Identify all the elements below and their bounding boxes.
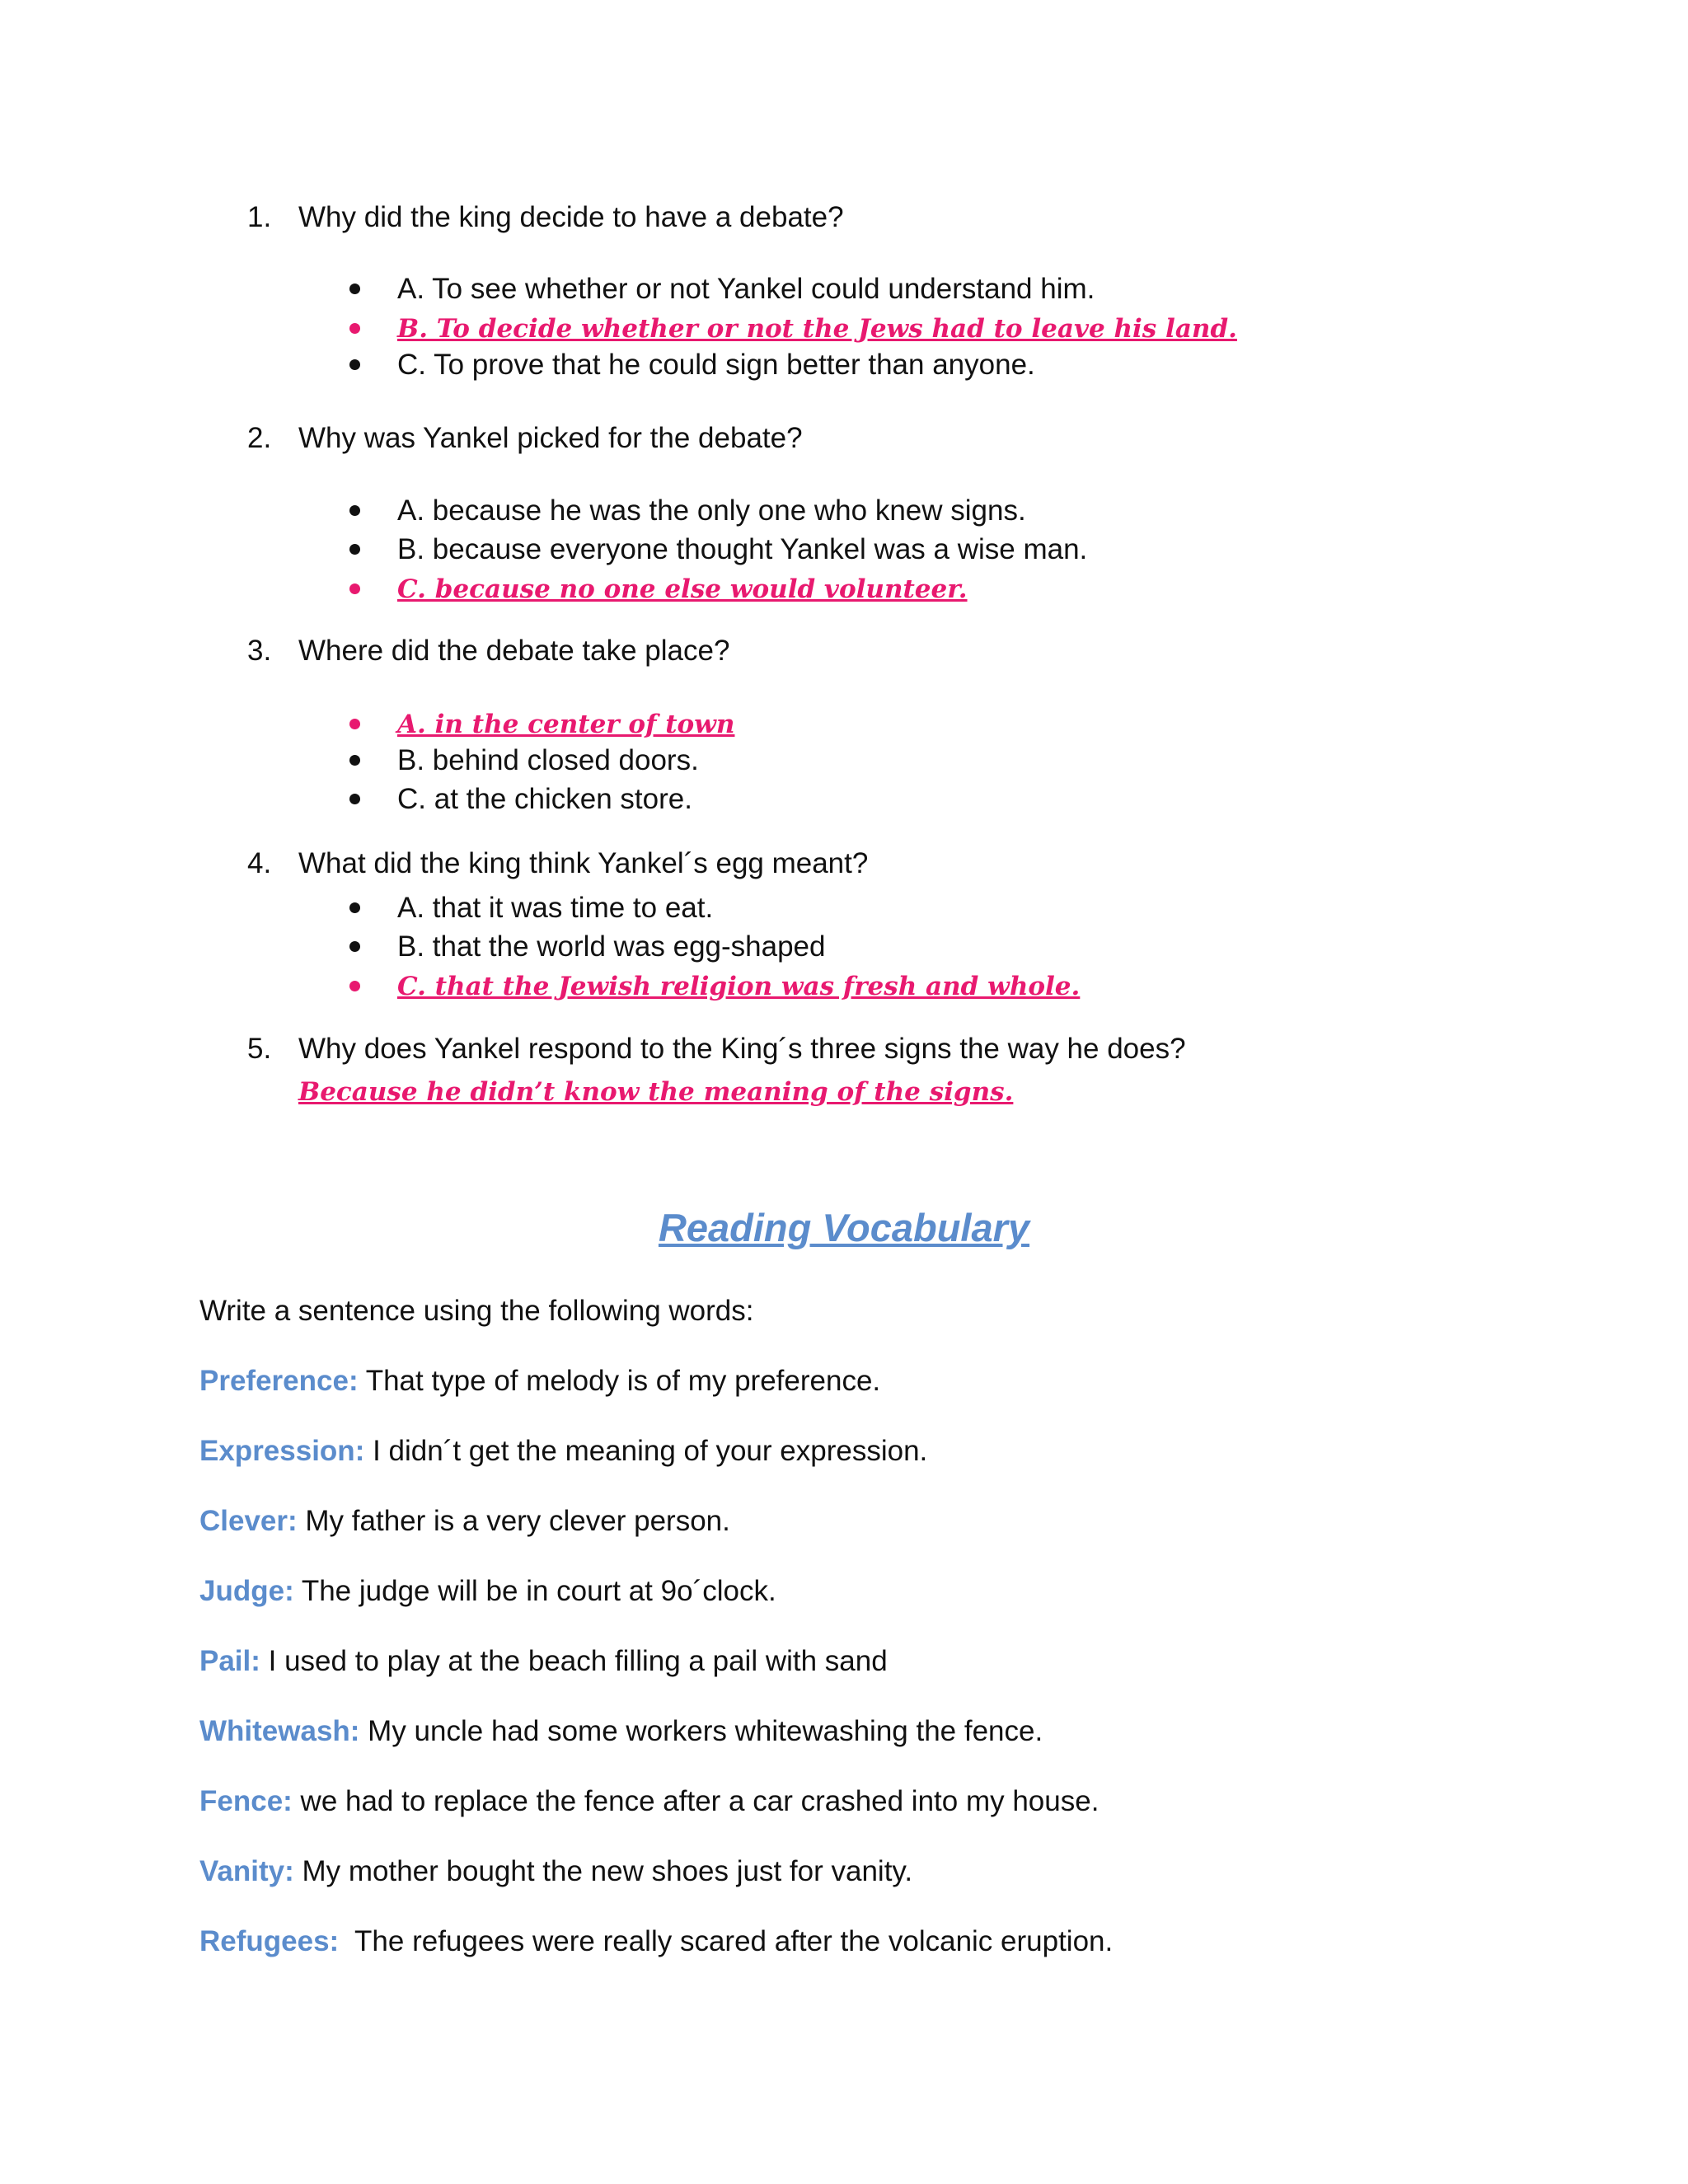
question-text: Why was Yankel picked for the debate? [298,422,803,454]
vocab-section-title: Reading Vocabulary [658,1206,1030,1249]
question-number: 3. [247,635,272,667]
option-text: C. at the chicken store. [397,783,692,815]
option-text: B. because everyone thought Yankel was a wise man. [397,533,1088,565]
vocab-word: Refugees: [199,1925,340,1957]
bullet-icon [349,981,360,991]
option-text: A. because he was the only one who knew signs. [397,494,1026,527]
vocab-entry-vanity [199,1854,912,1890]
question-text: Why does Yankel respond to the King´s three signs the way he does? [298,1033,1186,1065]
vocab-sentence: The judge will be in court at 9o´clock. [293,1575,776,1607]
question-text: Where did the debate take place? [298,635,730,667]
vocab-sentence: That type of melody is of my preference. [358,1365,881,1397]
option-text: A. To see whether or not Yankel could understand him. [397,273,1095,305]
vocab-word: Clever: [199,1505,298,1537]
vocab-sentence: My mother bought the new shoes just for vanity. [293,1855,913,1887]
vocab-entry-preference [199,1363,880,1399]
vocab-word: Vanity: [199,1855,294,1887]
vocab-instruction: Write a sentence using the following words: [199,1295,754,1327]
option-text: C. that the Jewish religion was fresh and whole. [397,972,1081,1001]
option-text: B. behind closed doors. [397,744,699,776]
question-number: 4. [247,847,272,879]
option-text: A. in the center of town [397,710,735,739]
vocab-entry-fence [199,1783,1099,1820]
option-text: B. To decide whether or not the Jews had to leave his land. [397,314,1237,344]
bullet-icon [349,755,360,766]
q5-answer: Because he didn’t know the meaning of the signs. [298,1077,1014,1107]
option-text: B. that the world was egg-shaped [397,930,826,963]
vocab-sentence: we had to replace the fence after a car crashed into my house. [292,1785,1100,1817]
vocab-sentence: The refugees were really scared after the volcanic eruption. [339,1925,1114,1957]
bullet-icon [349,719,360,729]
vocab-entry-whitewash [199,1713,1043,1750]
bullet-icon [349,323,360,334]
vocab-word: Judge: [199,1575,294,1607]
vocab-word: Whitewash: [199,1715,360,1747]
option-text: A. that it was time to eat. [397,892,714,924]
vocab-entry-judge [199,1573,776,1610]
vocab-sentence: My uncle had some workers whitewashing the fence. [359,1715,1043,1747]
question-text: What did the king think Yankel´s egg meant? [298,847,869,879]
vocab-entry-expression [199,1433,927,1469]
bullet-icon [349,794,360,804]
vocab-word: Preference: [199,1365,359,1397]
question-number: 1. [247,201,272,233]
question-text: Why did the king decide to have a debate? [298,201,844,233]
bullet-icon [349,902,360,913]
vocab-entry-refugees [199,1924,1113,1960]
bullet-icon [349,284,360,294]
question-number: 5. [247,1033,272,1065]
vocab-word: Expression: [199,1435,365,1467]
vocab-sentence: I used to play at the beach filling a pail with sand [260,1645,888,1677]
vocab-word: Fence: [199,1785,293,1817]
vocab-sentence: I didn´t get the meaning of your expression. [364,1435,928,1467]
bullet-icon [349,941,360,952]
question-number: 2. [247,422,272,454]
bullet-icon [349,544,360,555]
bullet-icon [349,505,360,516]
option-text: C. because no one else would volunteer. [397,574,968,604]
option-text: C. To prove that he could sign better than anyone. [397,349,1035,381]
vocab-entry-clever [199,1503,730,1540]
bullet-icon [349,359,360,370]
vocab-entry-pail [199,1643,888,1680]
vocab-sentence: My father is a very clever person. [297,1505,730,1537]
vocab-word: Pail: [199,1645,260,1677]
bullet-icon [349,583,360,594]
